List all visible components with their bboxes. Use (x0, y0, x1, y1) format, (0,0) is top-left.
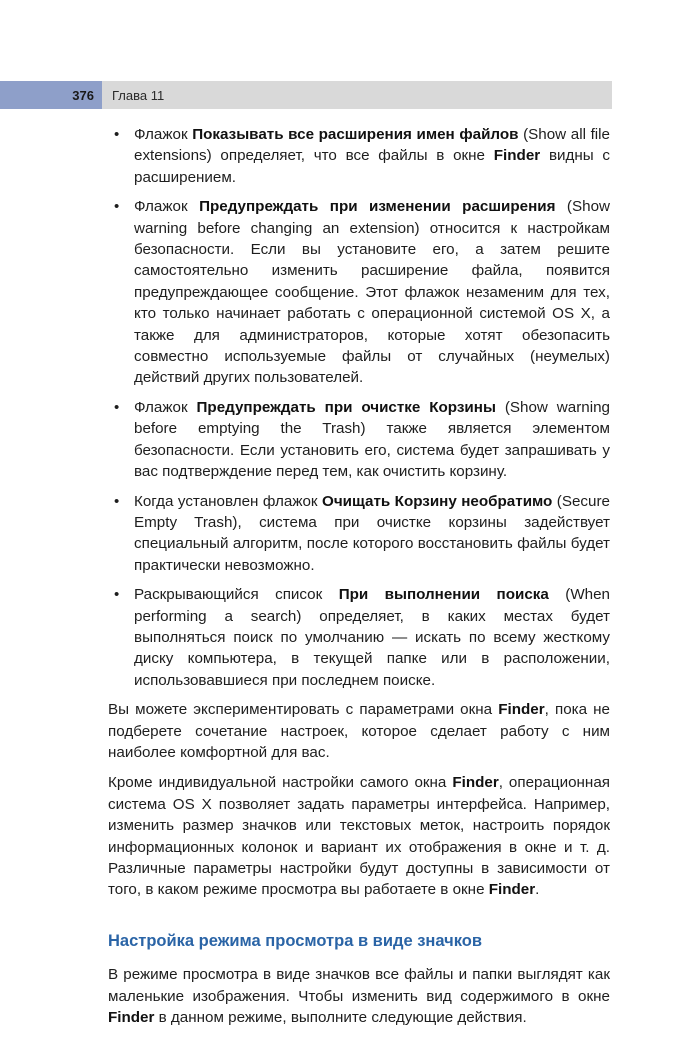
paragraph: Кроме индивидуальной настройки самого окна Finder, операционная система OS X позволяет задать параметры интерфейса. Например, изменить размер значков или текстовых меток, настроить порядок информационных колонок и вариант их отображения в окне и т. д. Различные параметры настройки будут доступны в зависимости от того, в каком режиме просмотра вы работаете в окне Finder. (108, 774, 610, 899)
paragraph: В режиме просмотра в виде значков все файлы и папки выглядят как маленькие изображения. Чтобы изменить вид содержимого в окне Finder в данном режиме, выполните следующие действия. (108, 966, 610, 1027)
list-item: • Раскрывающийся список При выполнении поиска (When performing a search) определяет, в каких местах будет выполняться поиск по умолчанию — искать по всему жесткому диску компьютера, в текущей папке или в расположении, использовавшиеся при последнем поиске. (108, 584, 610, 691)
chapter-title: Глава 11 (102, 81, 612, 109)
list-item: • Флажок Предупреждать при очистке Корзины (Show warning before emptying the Trash) также является элементом безопасности. Если установить его, система будет запрашивать у вас подтверждение перед тем, как очистить корзину. (108, 397, 610, 483)
list-item: • Флажок Показывать все расширения имен файлов (Show all file extensions) определяет, что все файлы в окне Finder видны с расширением. (108, 124, 610, 188)
list-item: • Когда установлен флажок Очищать Корзину необратимо (Secure Empty Trash), система при очистке корзины задействует специальный алгоритм, после которого восстановить файлы будет практически невозможно. (108, 491, 610, 577)
page-number: 376 (0, 81, 102, 109)
page-body (108, 124, 610, 1037)
list-item: • Флажок Предупреждать при изменении расширения (Show warning before changing an extension) относится к настройкам безопасности. Если вы установите его, а затем решите самостоятельно изменить расширение файла, появится предупреждающее сообщение. Этот флажок незаменим для тех, кто только начинает работать с операционной системой OS X, а также для администраторов, которые хотят обезопасить совместно используемые файлы от случайных (неумелых) действий других пользователей. (108, 196, 610, 389)
section-heading: Настройка режима просмотра в виде значков (108, 931, 482, 950)
running-header (0, 81, 612, 109)
options-list (108, 124, 610, 691)
paragraph: Вы можете экспериментировать с параметрами окна Finder, пока не подберете сочетание настроек, которое сделает работу с ним наиболее комфортной для вас. (108, 701, 610, 761)
